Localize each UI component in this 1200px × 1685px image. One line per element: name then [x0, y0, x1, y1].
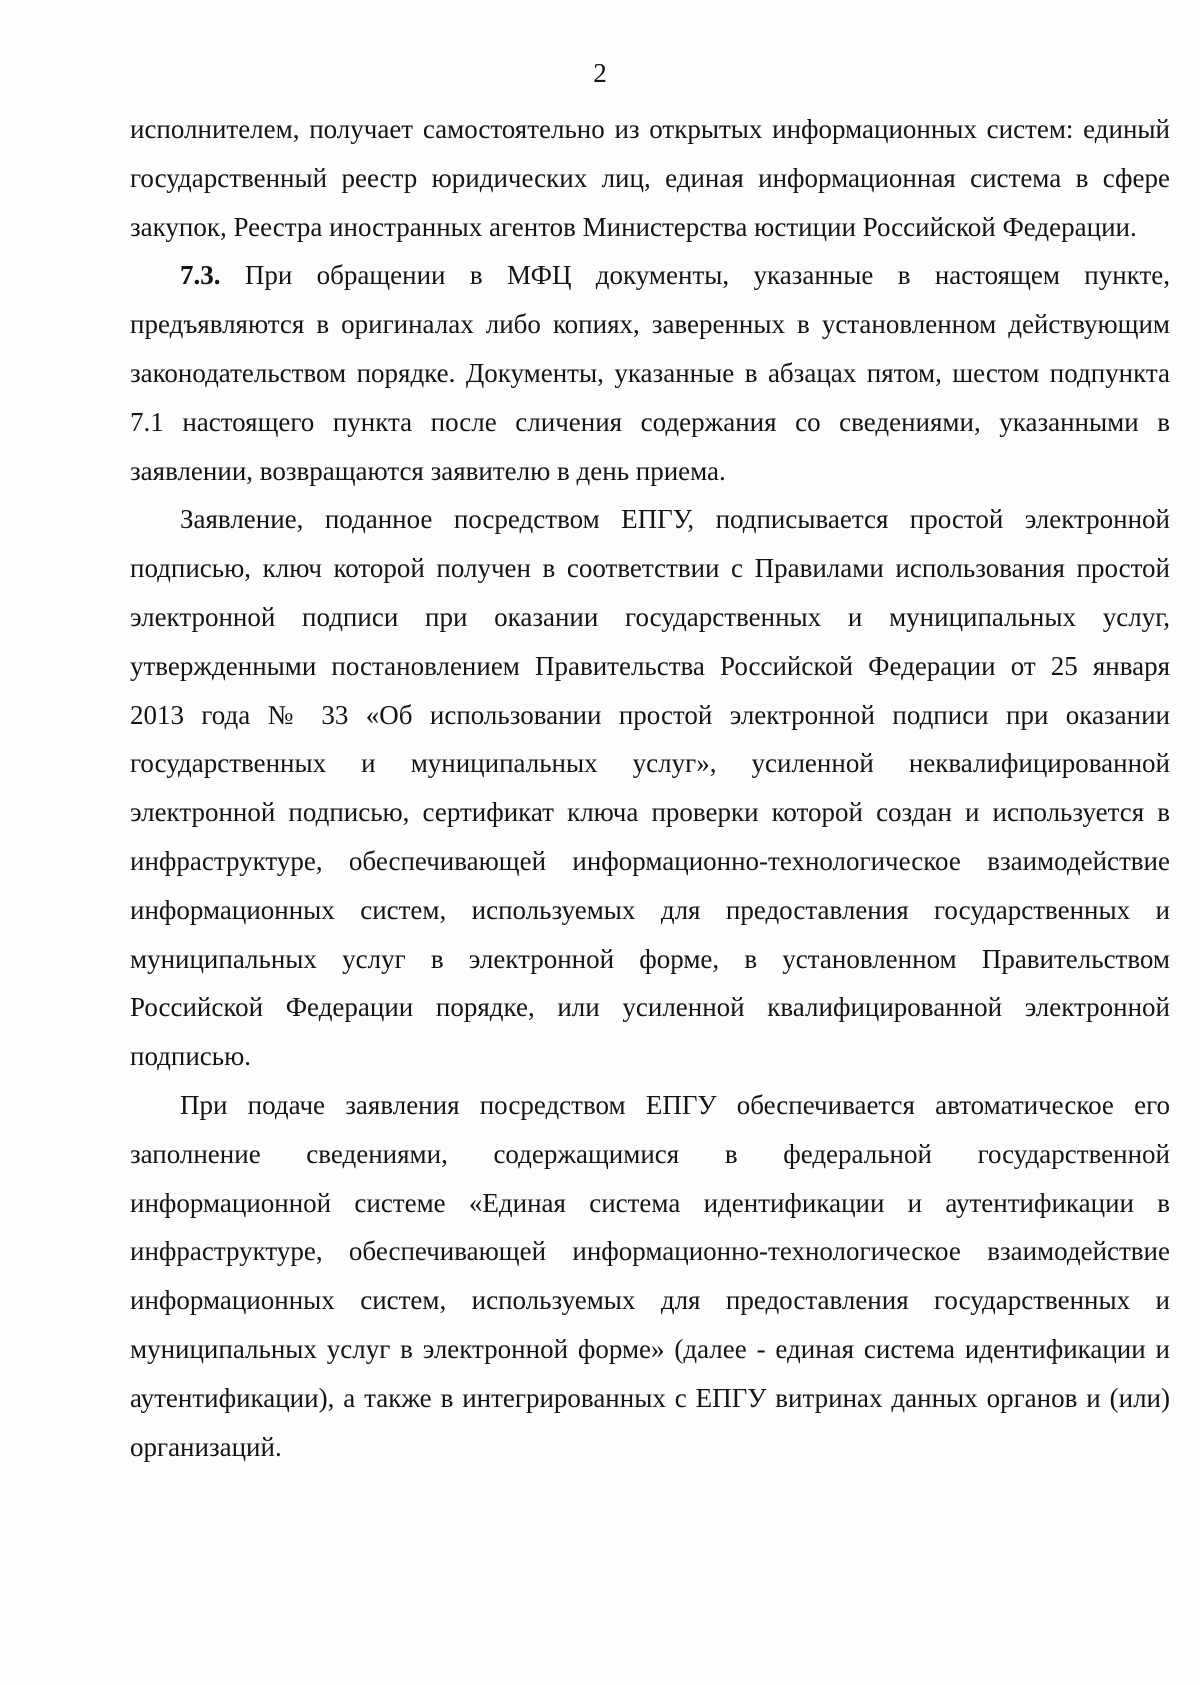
- paragraph-epgu-signature: [130, 495, 1170, 1081]
- page-number: 2: [593, 58, 607, 88]
- clause-number: 7.3.: [180, 260, 221, 291]
- paragraph-clause-7-3: [130, 251, 1170, 495]
- paragraph-text: исполнителем, получает самостоятельно из открытых информационных систем: единый государственный реестр юридических лиц, единая информационная система в сфере закупок, Реестра иностранных агентов Министерства юстиции Российской Федерации.: [130, 114, 1170, 242]
- paragraph-text: При подаче заявления посредством ЕПГУ обеспечивается автоматическое его заполнение сведениями, содержащимися в федеральной государственной информационной системе «Единая система идентификации и аутентификации в инфраструктуре, обеспечивающей информационно-технологическое взаимодействие информационных систем, используемых для предоставления государственных и муниципальных услуг в электронной форме» (далее - единая система идентификации и аутентификации), а также в интегрированных с ЕПГУ витринах данных органов и (или) организаций.: [130, 1089, 1170, 1462]
- paragraph-text: При обращении в МФЦ документы, указанные в настоящем пункте, предъявляются в оригиналах либо копиях, заверенных в установленном действующим законодательством порядке. Документы, указанные в абзацах пятом, шестом подпункта 7.1 настоящего пункта после сличения содержания со сведениями, указанными в заявлении, возвращаются заявителю в день приема.: [130, 260, 1170, 486]
- paragraph-continuation: [130, 105, 1170, 251]
- paragraph-text: Заявление, поданное посредством ЕПГУ, подписывается простой электронной подписью, ключ которой получен в соответствии с Правилами использования простой электронной подписи при оказании государственных и муниципальных услуг, утвержденными постановлением Правительства Российской Федерации от 25 января 2013 года № 33 «Об использовании простой электронной подписи при оказании государственных и муниципальных услуг», усиленной неквалифицированной электронной подписью, сертификат ключа проверки которой создан и используется в инфраструктуре, обеспечивающей информационно-технологическое взаимодействие информационных систем, используемых для предоставления государственных и муниципальных услуг в электронной форме, в установленном Правительством Российской Федерации порядке, или усиленной квалифицированной электронной подписью.: [130, 504, 1170, 1072]
- paragraph-epgu-autofill: [130, 1081, 1170, 1471]
- document-body: [130, 105, 1170, 1471]
